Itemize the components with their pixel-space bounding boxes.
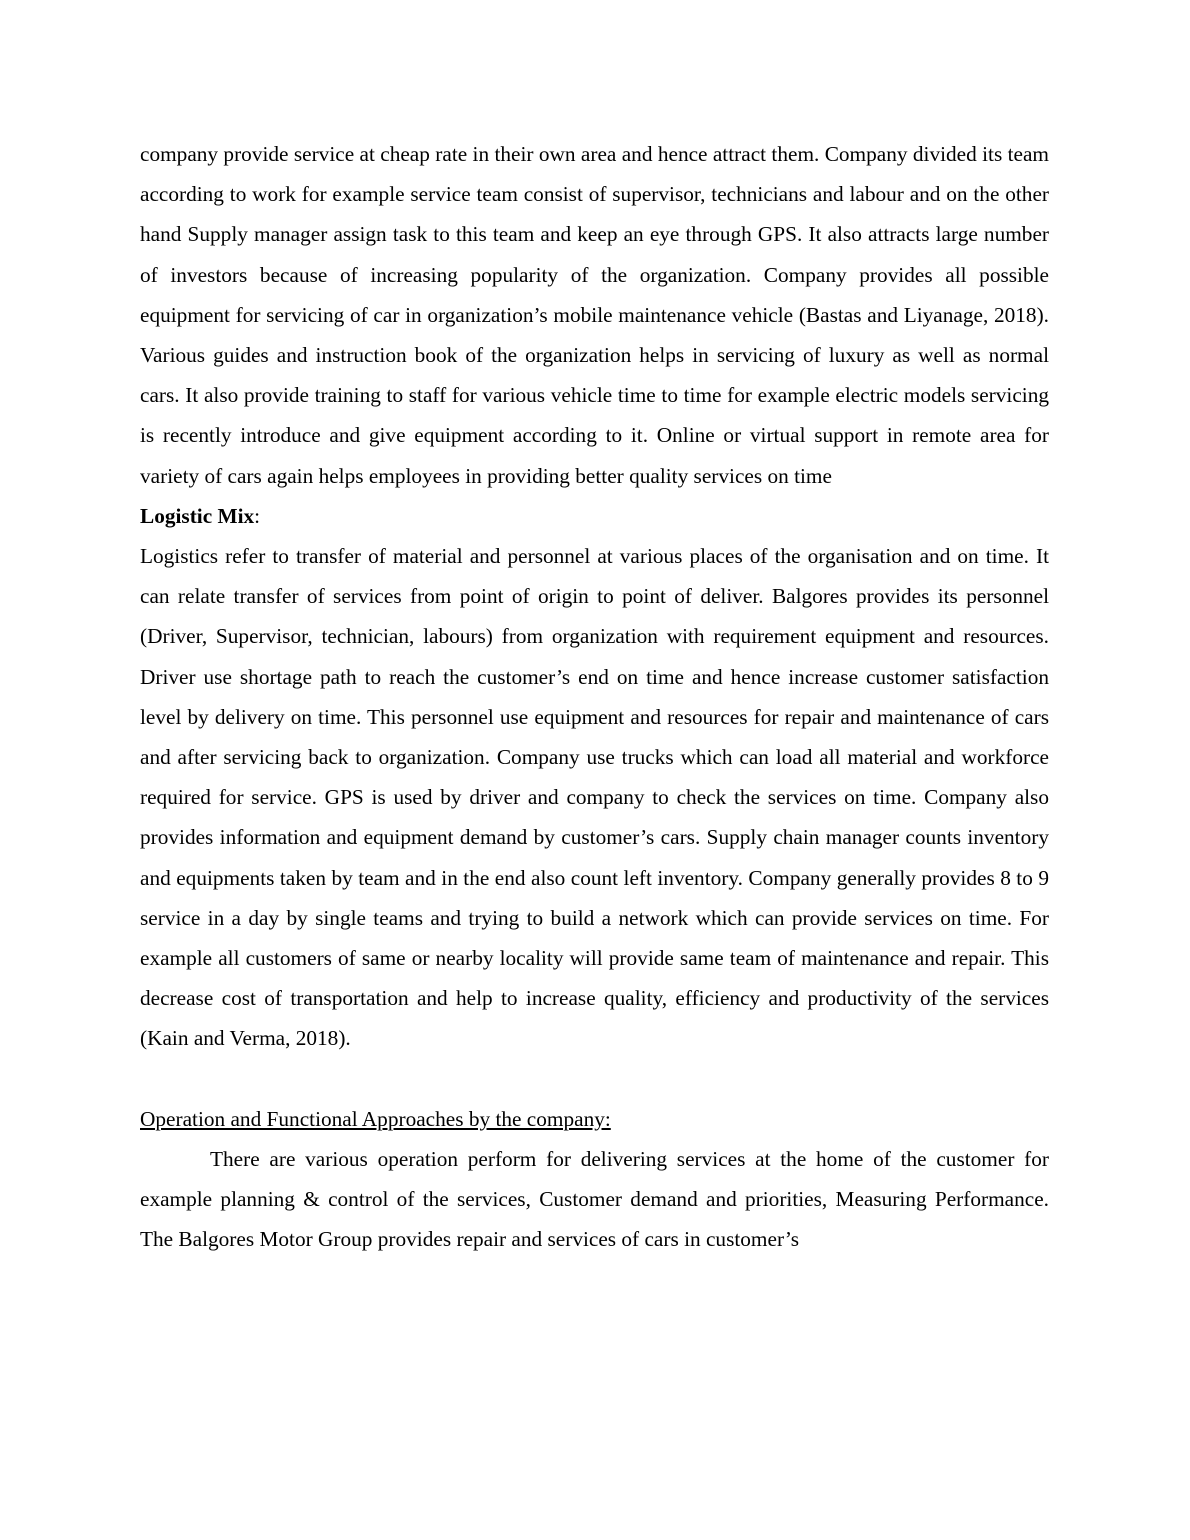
blank-line — [140, 1059, 1049, 1099]
paragraph-team-and-training: company provide service at cheap rate in their own area and hence attract them. Company divided its team according to work for example service team consist of supervisor, technicians and labour and on the other hand Supply manager assign task to this team and keep an eye through GPS. It also attracts large number of investors because of increasing popularity of the organization. Company provides all possible equipment for servicing of car in organization’s mobile maintenance vehicle (Bastas and Liyanage, 2018). Various guides and instruction book of the organization helps in servicing of luxury as well as normal cars. It also provide training to staff for various vehicle time to time for example electric models servicing is recently introduce and give equipment according to it. Online or virtual support in remote area for variety of cars again helps employees in providing better quality services on time — [140, 142, 1049, 488]
section-heading-operation — [140, 1099, 1049, 1139]
document-body — [140, 134, 1049, 1260]
logistic-mix-heading-text: Logistic Mix — [140, 503, 255, 528]
logistic-mix-heading-colon: : — [254, 503, 261, 528]
paragraph-operations: There are various operation perform for delivering services at the home of the customer for example planning & control of the services, Customer demand and priorities, Measuring Performance. The Balgores Motor Group provides repair and services of cars in customer’s — [140, 1147, 1049, 1252]
operation-heading-text: Operation and Functional Approaches by the company: — [140, 1106, 611, 1131]
section-heading-logistic-mix — [140, 496, 1049, 536]
paragraph-logistics: Logistics refer to transfer of material and personnel at various places of the organisation and on time. It can relate transfer of services from point of origin to point of deliver. Balgores provides its personnel (Driver, Supervisor, technician, labours) from organization with requirement equipment and resources. Driver use shortage path to reach the customer’s end on time and hence increase customer satisfaction level by delivery on time. This personnel use equipment and resources for repair and maintenance of cars and after servicing back to organization. Company use trucks which can load all material and workforce required for service. GPS is used by driver and company to check the services on time. Company also provides information and equipment demand by customer’s cars. Supply chain manager counts inventory and equipments taken by team and in the end also count left inventory. Company generally provides 8 to 9 service in a day by single teams and trying to build a network which can provide services on time. For example all customers of same or nearby locality will provide same team of maintenance and repair. This decrease cost of transportation and help to increase quality, efficiency and productivity of the services (Kain and Verma, 2018). — [140, 544, 1049, 1051]
